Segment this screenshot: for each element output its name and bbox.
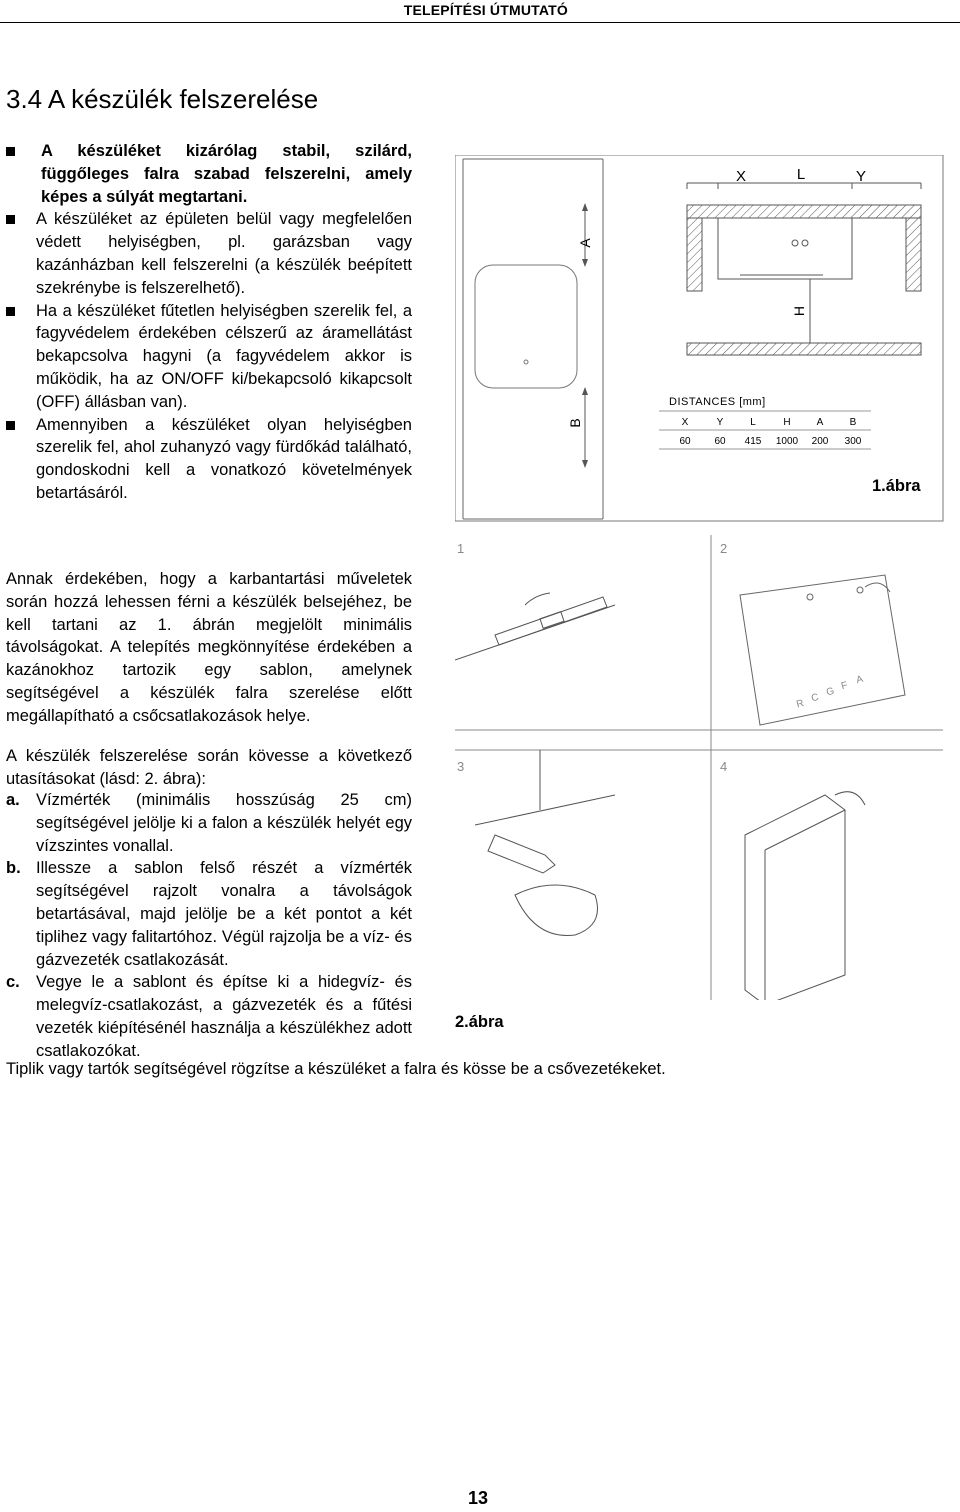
template-letter-c: C	[810, 691, 821, 705]
list-item: A készüléket az épületen belül vagy megfelelően védett helyiségben, pl. garázsban vagy kazánházban kell felszerelni (a készülék beépített szekrénybe is felszerelhető).	[6, 208, 412, 299]
list-item: c. Vegye le a sablont és építse ki a hidegvíz- és melegvíz-csatlakozást, a gázvezeték és a fűtési vezeték kiépítésénél használja a készülékhez adott csatlakozókat.	[6, 973, 412, 1060]
page-number: 13	[468, 1488, 489, 1508]
table-header-h: H	[783, 417, 791, 428]
bullet-square-icon	[6, 307, 15, 316]
table-value-y: 60	[714, 436, 726, 447]
step-number-4: 4	[720, 759, 728, 774]
list-item: A készüléket kizárólag stabil, szilárd, függőleges falra szabad felszerelni, amely képes a súlyát megtartani.	[6, 140, 412, 208]
dimension-label-y: Y	[855, 168, 867, 185]
template-letter-g: G	[825, 685, 836, 699]
running-header: TELEPÍTÉSI ÚTMUTATÓ	[403, 2, 568, 18]
bullet-square-icon	[6, 421, 15, 430]
requirements-list	[6, 140, 412, 505]
instructions-intro: A készülék felszerelése során kövesse a következő utasításokat (lásd: 2. ábra):	[6, 747, 412, 788]
table-header-l: L	[750, 417, 756, 428]
installation-steps	[6, 789, 412, 1063]
figure-2-caption: 2.ábra	[455, 1013, 504, 1031]
table-value-x: 60	[679, 436, 691, 447]
figure-1-caption: 1.ábra	[872, 477, 921, 495]
table-header-b: B	[849, 417, 857, 428]
list-item: Amennyiben a készüléket olyan helyiségben szerelik fel, ahol zuhanyzó vagy fürdőkád található, gondoskodni kell a vonatkozó követelmények betartásáról.	[6, 414, 412, 505]
template-letter-f: F	[840, 680, 849, 693]
table-header-y: Y	[716, 417, 724, 428]
section-title: 3.4 A készülék felszerelése	[6, 84, 319, 114]
dimension-label-l: L	[796, 166, 806, 183]
bullet-square-icon	[6, 215, 15, 224]
list-item: b. Illessze a sablon felső részét a vízmérték segítségével rajzolt vonalra a távolságok betartásával, majd jelölje be a két pontot a két tiplihez vagy falitartóhoz. Végül rajzolja be a víz- és gázvezeték csatlakozását.	[6, 859, 412, 969]
table-value-l: 415	[744, 436, 762, 447]
figure-2-installation-steps	[455, 535, 945, 1000]
bullet-square-icon	[6, 147, 15, 156]
distances-table	[659, 411, 871, 449]
maintenance-paragraph: Annak érdekében, hogy a karbantartási műveletek során hozzá lehessen férni a készülék belsejéhez, be kell tartani az 1. ábrán megjelölt minimális távolságokat. A telepítés megkönnyítése érdekében a kazánokhoz tartozik egy sablon, amelynek segítségével a készülék falra szerelése előtt megállapítható a csőcsatlakozások helye.	[6, 570, 412, 725]
template-letter-a: A	[854, 673, 865, 687]
template-letter-r: R	[795, 697, 806, 711]
distances-table-title: DISTANCES [mm]	[669, 396, 766, 408]
list-item: Ha a készüléket fűtetlen helyiségben szerelik fel, a fagyvédelem érdekében célszerű az áramellátást bekapcsolva hagyni (a fagyvédelem akkor is működik, ha az ON/OFF ki/bekapcsoló kikapcsolt (OFF) állásban van).	[6, 300, 412, 414]
table-value-a: 200	[811, 436, 829, 447]
step-number-2: 2	[720, 541, 728, 556]
table-value-h: 1000	[775, 436, 799, 447]
list-item: a. Vízmérték (minimális hosszúság 25 cm) segítségével jelölje ki a falon a készülék helyét egy vízszintes vonallal.	[6, 791, 412, 855]
table-header-x: X	[681, 417, 689, 428]
dimension-label-a: A	[577, 238, 593, 248]
dimension-label-x: X	[735, 168, 747, 185]
table-value-b: 300	[844, 436, 862, 447]
final-instruction: Tiplik vagy tartók segítségével rögzítse a készüléket a falra és kösse be a csővezetékeket.	[6, 1060, 666, 1078]
table-header-a: A	[816, 417, 824, 428]
figure-1-clearance-diagram	[455, 155, 945, 525]
header-rule	[0, 22, 960, 23]
step-number-1: 1	[457, 541, 465, 556]
dimension-label-h: H	[791, 305, 807, 317]
step-number-3: 3	[457, 759, 465, 774]
dimension-label-b: B	[567, 418, 583, 428]
